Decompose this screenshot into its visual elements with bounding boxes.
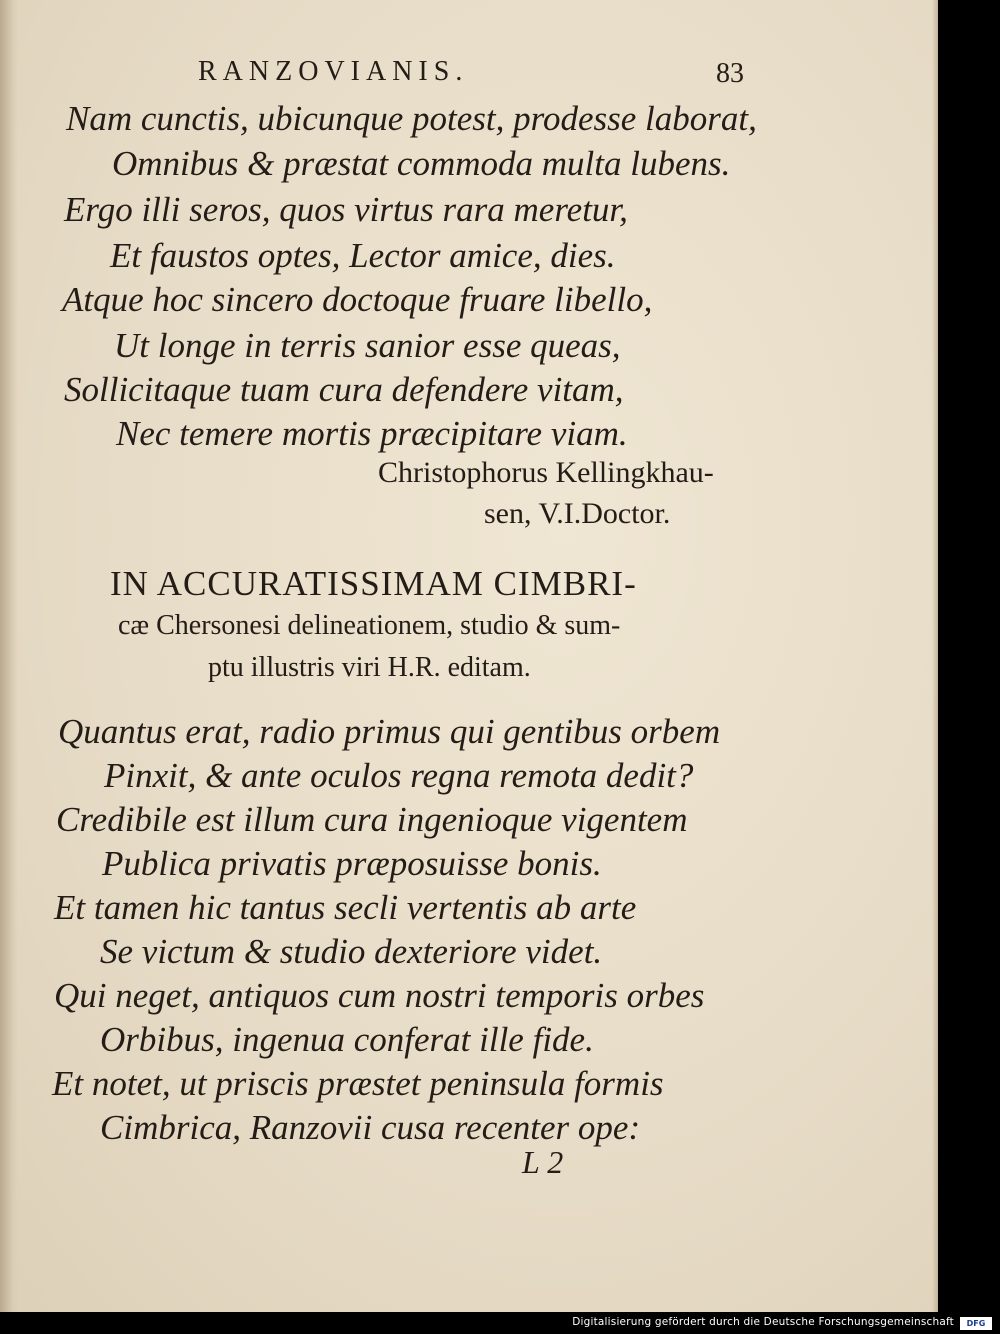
poem-1-line: Nam cunctis, ubicunque potest, prodesse laborat, [66,99,757,138]
signature-mark: L 2 [522,1144,564,1180]
poem-1-line: Sollicitaque tuam cura defendere vitam, [64,370,624,409]
poem-2-line: Publica privatis præposuisse bonis. [102,844,602,883]
poem-2-line: Et tamen hic tantus secli vertentis ab arte [54,888,637,927]
section-heading-line-3: ptu illustris viri H.R. editam. [208,652,531,683]
poem-2-line: Qui neget, antiquos cum nostri temporis orbes [54,976,705,1015]
running-title: RANZOVIANIS. [198,56,469,87]
page-number: 83 [716,58,744,89]
poem-1-line: Omnibus & præstat commoda multa lubens. [112,144,731,183]
footer-bar [0,1312,1000,1334]
poem-2-line: Se victum & studio dexteriore videt. [100,932,603,971]
section-heading-line-1: IN ACCURATISSIMAM CIMBRI- [110,564,637,603]
signature-line-2: sen, V.I.Doctor. [484,497,671,530]
funding-credit: Digitalisierung gefördert durch die Deutsche Forschungsgemeinschaft [572,1316,954,1328]
poem-2-line: Orbibus, ingenua conferat ille fide. [100,1020,594,1059]
poem-2-line: Quantus erat, radio primus qui gentibus orbem [58,712,721,751]
page-gutter [0,0,18,1312]
poem-1-line: Ut longe in terris sanior esse queas, [114,326,621,365]
poem-2-line: Cimbrica, Ranzovii cusa recenter ope: [100,1108,641,1147]
poem-2-line: Et notet, ut priscis præstet peninsula formis [52,1064,664,1103]
poem-1-line: Ergo illi seros, quos virtus rara meretur, [64,190,628,229]
poem-2-line: Credibile est illum cura ingenioque vigentem [56,800,688,839]
section-heading-line-2: cæ Chersonesi delineationem, studio & sum- [118,610,621,641]
dfg-logo-icon: DFG [960,1317,992,1330]
poem-2-line: Pinxit, & ante oculos regna remota dedit? [104,756,694,795]
signature-line-1: Christophorus Kellingkhau- [378,456,714,489]
page-edge [932,0,938,1312]
poem-1-line: Nec temere mortis præcipitare viam. [116,414,628,453]
poem-1-line: Atque hoc sincero doctoque fruare libello, [62,280,653,319]
poem-1-line: Et faustos optes, Lector amice, dies. [110,236,616,275]
